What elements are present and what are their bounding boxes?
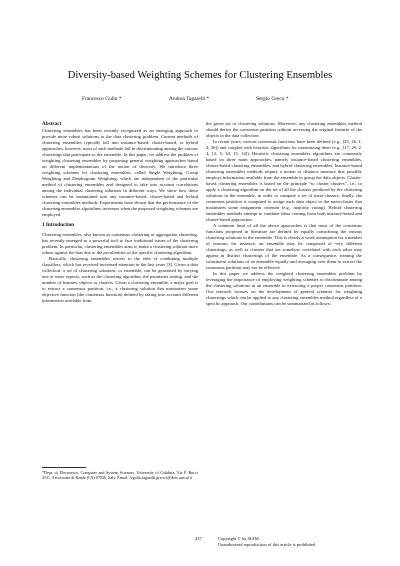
author-name: Francesco Gullo * [82, 96, 122, 102]
page-number: 437 [195, 536, 202, 541]
body-paragraph: In recent years, various consensus functions have been defined (e.g., [25, 26, 1, 4, 30]) and coupled with heuristic algorithms for maximizing them (e.g., [17, 29, 2, 4, 12, 5, 34, 15, 14]). Heuristic clustering ensembles algorithms are commonly based on three main approaches, namely instance-based clustering ensembles, cluster-based clustering ensembles, and hybrid clustering ensembles. Instance-based clustering ensembles methods require a notion of distance measure that possibly employs information available from the ensemble to group the data objects. Cluster-based clustering ensembles is based on the principle “to cluster clusters”, i.e., to apply a clustering algorithm on the set of all the clusters produced by the clustering solutions in the ensemble, in order to compute a set of meta-clusters; finally, the consensus partition is computed to assign each data object to the meta-cluster that maximizes some assignment criterion (e.g., majority voting). Hybrid clustering ensembles methods attempt to combine ideas coming from both instance-based and cluster-based approaches. [206, 139, 362, 223]
copyright-line: Copyright © by SIAM. [218, 536, 260, 541]
footnote-rule [42, 467, 86, 468]
left-column [42, 121, 198, 304]
right-column [206, 121, 362, 307]
abstract-text: Clustering ensembles has been recently recognized as an emerging approach to provide more robust solutions to the data clustering problem. Current methods of clustering ensembles typically fall into instance-based, cluster-based, or hybrid approaches; however, most of such methods fail in discriminating among the various clusterings that participate to the ensemble. In this paper, we address the problem of weighting clustering ensembles by proposing general weighting approaches based on different implementations of the notion of diversity. We introduce three weighting schemes for clustering ensembles, called Single Weighting, Group Weighting and Dendrogram Weighting, which are independent of the particular method of clustering ensembles and designed to take into account correlations among the individual clustering solutions in different ways. We show how these schemes can be instantiated into any instance-based, cluster-based and hybrid clustering ensembles methods. Experiments have shown that the performance of the clustering ensembles algorithms increases when the proposed weighting schemes are employed. [42, 128, 199, 218]
body-paragraph: In this paper we address the weighted clustering ensembles problem by leveraging the importance of employing weighting schemes to discriminate among the clustering solutions in an ensemble in extracting a proper consensus partition. Our research focuses on the development of general schemes for weighting clusterings which can be applied to any clustering ensembles method regardless of a specific approach. Our contributions can be summarized as follows: [206, 271, 362, 307]
section-heading-introduction: 1 Introduction [42, 222, 75, 229]
footnote: *Dept. of Electronics, Computer and System Sciences, University of Calabria, Via P. Bucci 41/C, Arcavacata di Rende (CS) 87036, Italy. Email: {fgullo,tagarelli,greco}@deis.unical.it [42, 470, 198, 481]
author-name: Andrea Tagarelli * [169, 96, 210, 102]
intro-paragraph: Basically, clustering ensembles resorts to the idea of combining multiple classifiers, which has received increased attention in the last years [3]. Given a data collection, a set of clustering solutions, or ensemble, can be generated by varying one or more aspects, such as the clustering algorithm, the parameter setting, and the number of features, objects or clusters. Given a clustering ensemble, a major goal is to extract a consensus partition, i.e., a clustering solution that maximizes some objective function (the consensus function) defined by taking into account different information available from [42, 256, 198, 304]
abstract-heading: Abstract [42, 121, 62, 127]
copyright-line: Unauthorized reproduction of this article is prohibited [218, 541, 316, 547]
intro-paragraph: Clustering ensembles, also known as consensus clustering or aggregation clustering, has recently emerged as a powerful tool to face traditional issues of the clustering problem. In particular, clustering ensembles aims to make a clustering solution more robust against the bias due to the peculiarities of the specific clustering algorithm. [42, 232, 198, 256]
body-paragraph: A common limit of all the above approaches is that most of the consensus functions proposed in literature are defined by equally considering the various clustering solutions in the ensemble. This is clearly a weak assumption for a number of reasons; for instance, an ensemble may be comprised of very different clusterings, as well as clusters that are somehow correlated with each other may appear in distinct clusterings of the ensemble. As a consequence, treating the constituent solutions of an ensemble equally and averaging over them to extract the consensus partition may not be effective. [206, 223, 362, 271]
copyright-notice [218, 536, 315, 547]
body-paragraph: the given set of clustering solutions. Moreover, any clustering ensembles method should derive the consensus partition without accessing the original features of the objects in the data collection. [206, 121, 362, 139]
author-list [0, 96, 400, 106]
paper-title: Diversity-based Weighting Schemes for Clustering Ensembles [67, 70, 333, 81]
author-name: Sergio Greco * [256, 96, 289, 102]
